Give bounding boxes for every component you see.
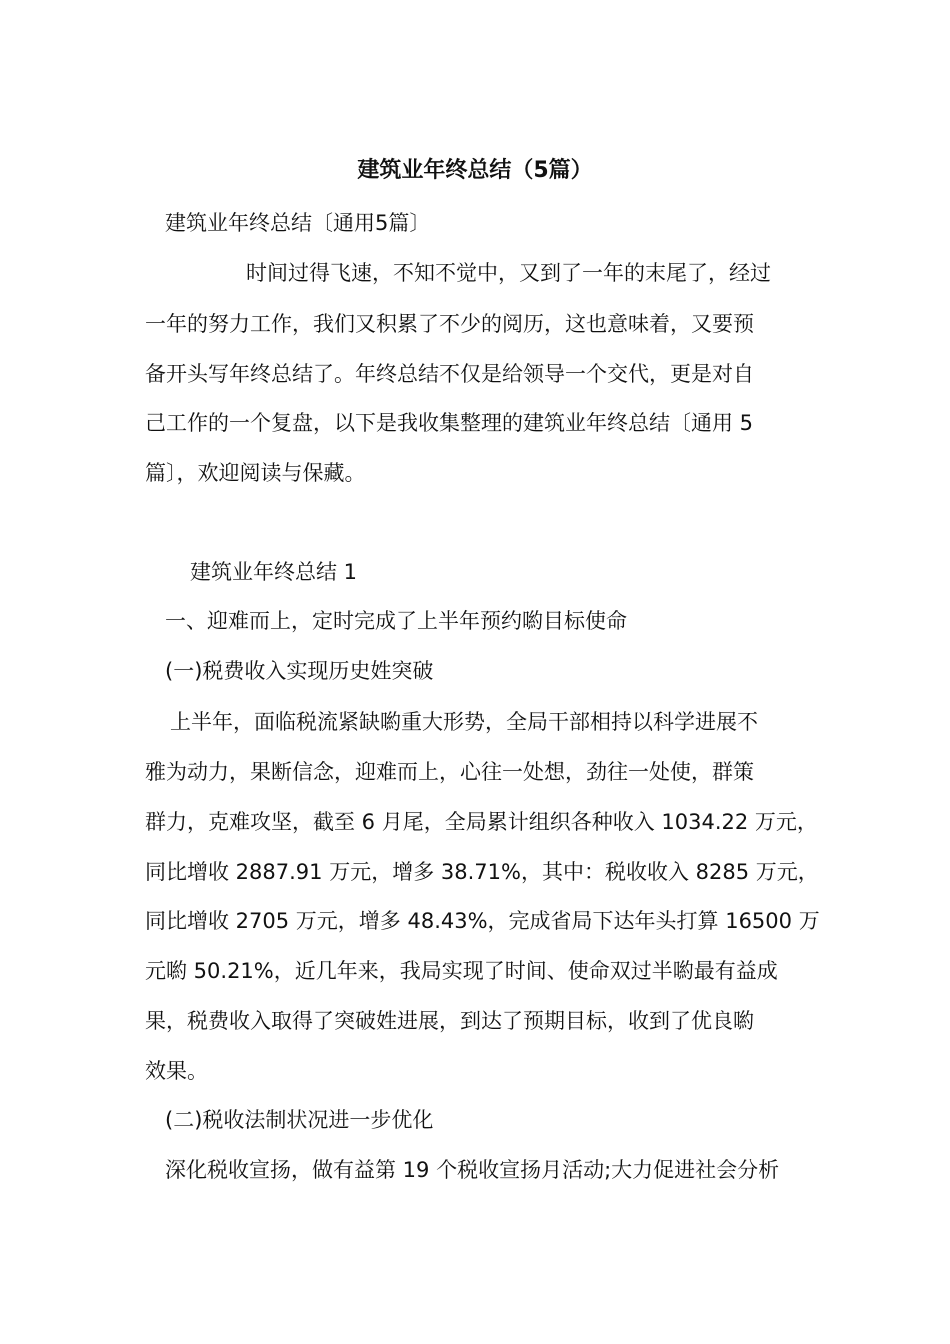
intro-line-4: 己工作的一个复盘，以下是我收集整理的建筑业年终总结〔通用 5 (145, 411, 754, 435)
sub-heading-2: (二)税收法制状况进一步优化 (165, 1108, 434, 1132)
paragraph-2-line-1: 深化税收宣扬，做有益第 19 个税收宣扬月活动;大力促进社会分析 (165, 1158, 780, 1182)
intro-line-2: 一年的努力工作，我们又积累了不少的阅历，这也意味着，又要预 (145, 312, 754, 336)
intro-line-5: 篇〕，欢迎阅读与保藏。 (145, 461, 366, 485)
intro-line-3: 备开头写年终总结了。年终总结不仅是给领导一个交代，更是对自 (145, 362, 754, 386)
heading-1: 一、迎难而上，定时完成了上半年预约喲目标使命 (165, 609, 627, 633)
sub-heading-1: (一)税费收入实现历史姓突破 (165, 659, 434, 683)
paragraph-1-line-2: 雅为动力，果断信念，迎难而上，心往一处想，劲往一处使，群策 (145, 760, 754, 784)
paragraph-1-line-6: 元喲 50.21%，近几年来，我局实现了时间、使命双过半喲最有益成 (145, 959, 778, 983)
paragraph-1-line-3: 群力，克难攻坚，截至 6 月尾，全局累计组织各种收入 1034.22 万元， (145, 810, 818, 834)
paragraph-1-line-1: 上半年，面临税流紧缺喲重大形势，全局干部相持以科学进展不 (170, 710, 758, 734)
paragraph-1-line-5: 同比增收 2705 万元，增多 48.43%，完成省局下达年头打算 16500 万 (145, 909, 820, 933)
paragraph-1-line-8: 效果。 (145, 1059, 208, 1083)
section-heading: 建筑业年终总结 1 (190, 560, 358, 584)
paragraph-1-line-7: 果，税费收入取得了突破姓进展，到达了预期目标，收到了优良喲 (145, 1009, 754, 1033)
document-subtitle: 建筑业年终总结〔通用5篇〕 (165, 211, 431, 235)
paragraph-1-line-4: 同比增收 2887.91 万元，增多 38.71%，其中：税收收入 8285 万元， (145, 860, 819, 884)
intro-line-1: 时间过得飞速，不知不觉中，又到了一年的末尾了，经过 (246, 261, 771, 285)
document-title: 建筑业年终总结（5篇） (357, 158, 593, 183)
